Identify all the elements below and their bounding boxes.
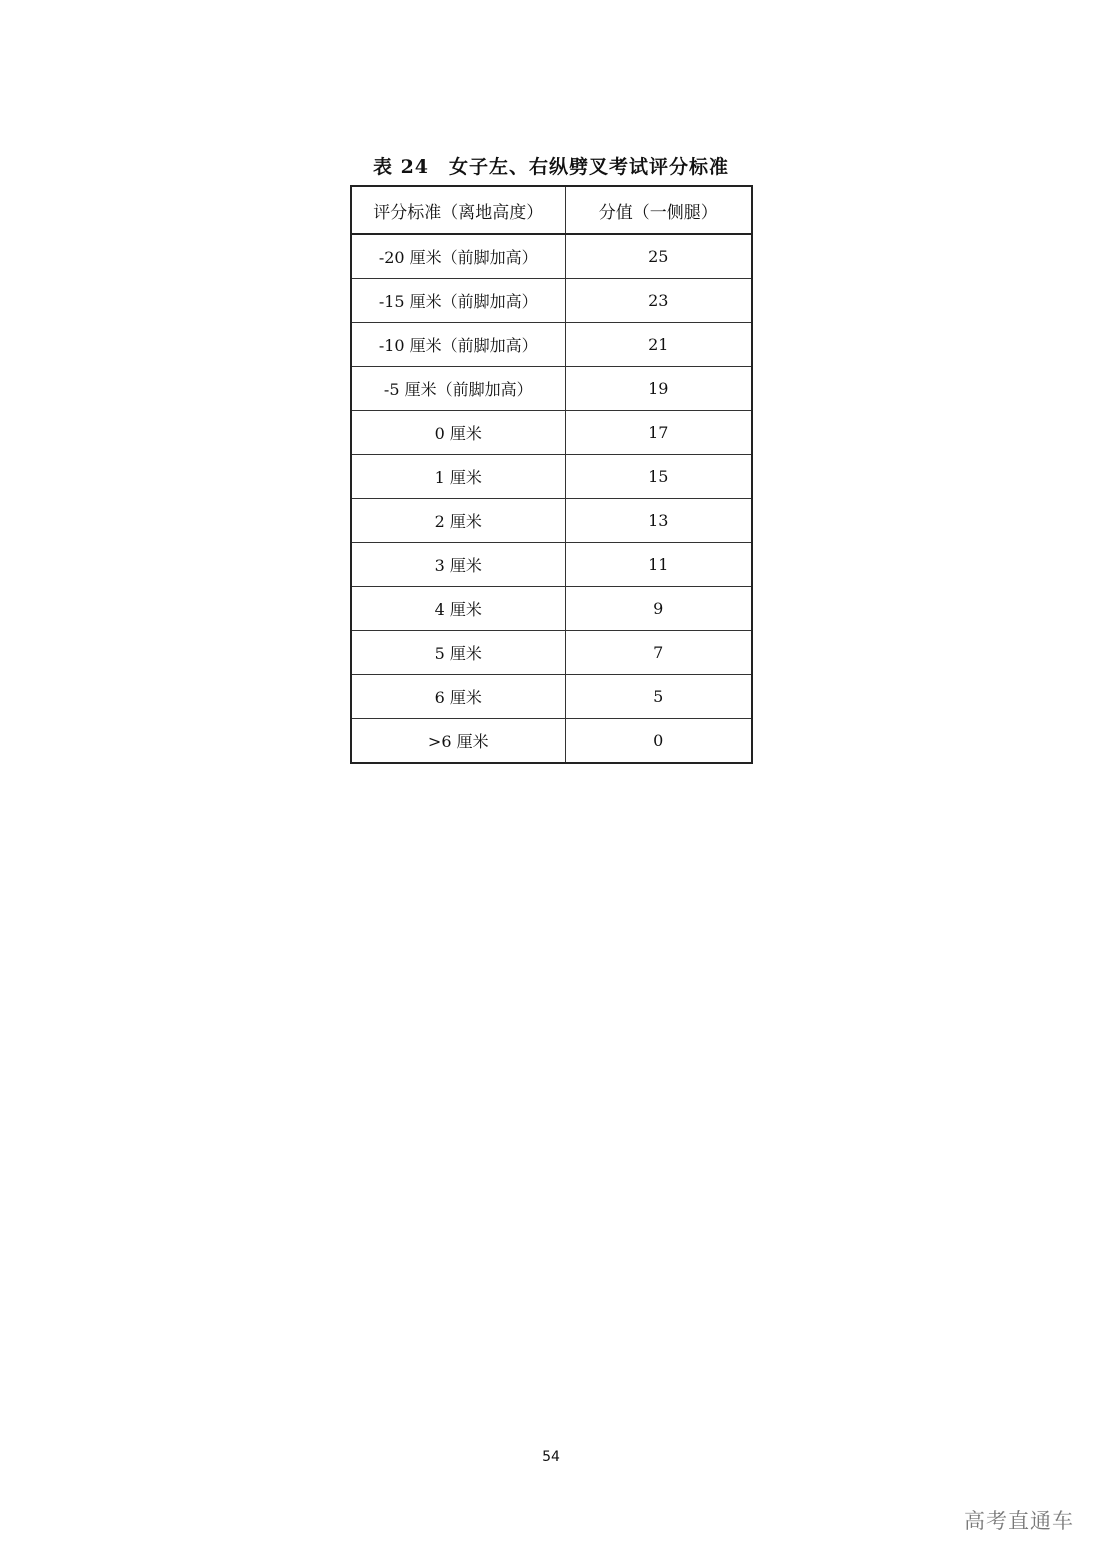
score-cell: 13 [565, 499, 752, 543]
table-row [351, 587, 752, 631]
scoring-table-container [350, 185, 751, 764]
criteria-cell: 4 厘米 [351, 587, 565, 631]
table-row [351, 411, 752, 455]
score-cell: 11 [565, 543, 752, 587]
table-header-row [351, 186, 752, 234]
score-cell: 7 [565, 631, 752, 675]
criteria-cell: -10 厘米（前脚加高） [351, 323, 565, 367]
table-row [351, 279, 752, 323]
table-row [351, 499, 752, 543]
score-cell: 15 [565, 455, 752, 499]
criteria-cell: 0 厘米 [351, 411, 565, 455]
score-cell: 21 [565, 323, 752, 367]
score-cell: 0 [565, 719, 752, 764]
criteria-cell: 2 厘米 [351, 499, 565, 543]
page-number: 54 [542, 1449, 560, 1465]
scoring-table [350, 185, 753, 764]
criteria-cell: -20 厘米（前脚加高） [351, 234, 565, 279]
criteria-cell: 6 厘米 [351, 675, 565, 719]
score-cell: 23 [565, 279, 752, 323]
criteria-cell: >6 厘米 [351, 719, 565, 764]
table-row [351, 455, 752, 499]
table-row [351, 367, 752, 411]
score-cell: 25 [565, 234, 752, 279]
watermark-text: 高考直通车 [964, 1509, 1074, 1533]
criteria-cell: -15 厘米（前脚加高） [351, 279, 565, 323]
table-row [351, 323, 752, 367]
score-cell: 17 [565, 411, 752, 455]
score-cell: 9 [565, 587, 752, 631]
table-row [351, 543, 752, 587]
score-cell: 5 [565, 675, 752, 719]
criteria-cell: 3 厘米 [351, 543, 565, 587]
score-cell: 19 [565, 367, 752, 411]
header-criteria: 评分标准（离地高度） [351, 186, 565, 234]
table-row [351, 675, 752, 719]
criteria-cell: -5 厘米（前脚加高） [351, 367, 565, 411]
criteria-cell: 1 厘米 [351, 455, 565, 499]
table-row [351, 719, 752, 764]
table-title: 表 24 女子左、右纵劈叉考试评分标准 [372, 156, 730, 178]
table-row [351, 631, 752, 675]
table-row [351, 234, 752, 279]
header-score: 分值（一侧腿） [565, 186, 752, 234]
criteria-cell: 5 厘米 [351, 631, 565, 675]
